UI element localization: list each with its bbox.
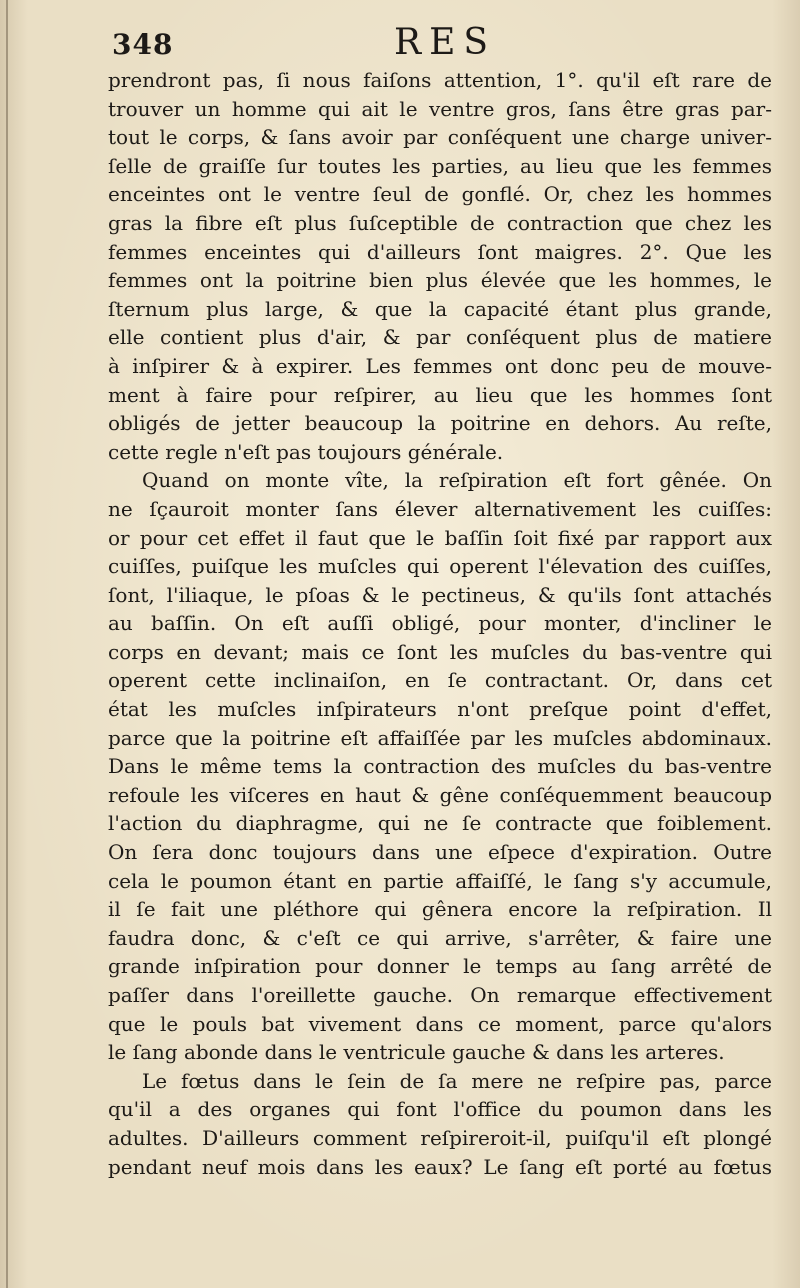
text-line: gras la fibre eſt plus ſuſceptible de contraction que chez les [108,210,772,235]
text-line: elle contient plus d'air, & par conſéquent plus de matiere [108,325,772,350]
text-line: refoule les viſceres en haut & gêne conſéquemment beaucoup [108,782,772,807]
text-line: ſont, l'iliaque, le pſoas & le pectineus, & qu'ils ſont attachés [108,582,772,607]
text-line: Dans le même tems la contraction des muſcles du bas-ventre [108,754,772,779]
page-number: 348 [112,28,174,61]
text-line: cuiſſes, puiſque les muſcles qui operent l'élevation des cuiſſes, [108,554,772,579]
text-line: femmes ont la poitrine bien plus élevée que les hommes, le [108,268,772,293]
text-line: à inſpirer & à expirer. Les femmes ont donc peu de mouve- [108,353,772,378]
text-line: Le fœtus dans le ſein de ſa mere ne reſpire pas, parce [142,1068,772,1093]
text-line: faudra donc, & c'eſt ce qui arrive, s'arrêter, & faire une [108,925,772,950]
text-line: Quand on monte vîte, la reſpiration eſt fort gênée. On [142,468,772,493]
text-line: corps en devant; mais ce ſont les muſcles du bas-ventre qui [108,639,772,664]
text-line: l'action du diaphragme, qui ne ſe contracte que foiblement. [108,811,772,836]
text-line: parce que la poitrine eſt affaiſſée par les muſcles abdominaux. [108,725,772,750]
text-line: le ſang abonde dans le ventricule gauche & dans les arteres. [108,1040,725,1065]
text-line: il ſe fait une pléthore qui gênera encore la reſpiration. Il [108,897,772,922]
text-line: operent cette inclinaiſon, en ſe contractant. Or, dans cet [108,668,772,693]
text-line: que le pouls bat vivement dans ce moment, parce qu'alors [108,1011,772,1036]
text-line: ment à faire pour reſpirer, au lieu que les hommes ſont [108,382,772,407]
text-line: tout le corps, & ſans avoir par conſéquent une charge univer- [108,125,772,150]
text-line: or pour cet effet il faut que le baſſin ſoit fixé par rapport aux [108,525,772,550]
text-line: obligés de jetter beaucoup la poitrine en dehors. Au reſte, [108,411,772,436]
text-line: enceintes ont le ventre ſeul de gonflé. Or, chez les hommes [108,182,772,207]
text-line: ne ſçauroit monter ſans élever alternativement les cuiſſes: [108,496,772,521]
text-line: ſternum plus large, & que la capacité étant plus grande, [108,296,772,321]
text-line: grande inſpiration pour donner le temps au ſang arrêté de [108,954,772,979]
body-text [108,66,772,1181]
page-header [112,22,772,70]
text-line: au baſſin. On eſt auſſi obligé, pour monter, d'incliner le [108,611,772,636]
text-line: femmes enceintes qui d'ailleurs ſont maigres. 2°. Que les [108,239,772,264]
text-line: cela le poumon étant en partie affaiſſé, le ſang s'y accumule, [108,868,772,893]
text-line: prendront pas, ſi nous faiſons attention, 1°. qu'il eſt rare de [108,68,772,92]
text-line: ſelle de graiſſe ſur toutes les parties, au lieu que les femmes [108,153,772,178]
text-line: qu'il a des organes qui font l'office du poumon dans les [108,1097,772,1122]
text-line: On ſera donc toujours dans une eſpece d'expiration. Outre [108,840,772,865]
text-line: adultes. D'ailleurs comment reſpireroit-il, puiſqu'il eſt plongé [108,1125,772,1150]
running-head: RES [394,22,497,63]
text-line: trouver un homme qui ait le ventre gros, ſans être gras par- [108,96,772,121]
text-line: paſſer dans l'oreillette gauche. On remarque effectivement [108,983,772,1007]
text-line: cette regle n'eſt pas toujours générale. [108,439,504,464]
page-gutter-edge [6,0,8,1288]
text-line: état les muſcles inſpirateurs n'ont preſque point d'effet, [108,697,772,722]
text-line: pendant neuf mois dans les eaux? Le ſang eſt porté au fœtus [108,1154,772,1179]
